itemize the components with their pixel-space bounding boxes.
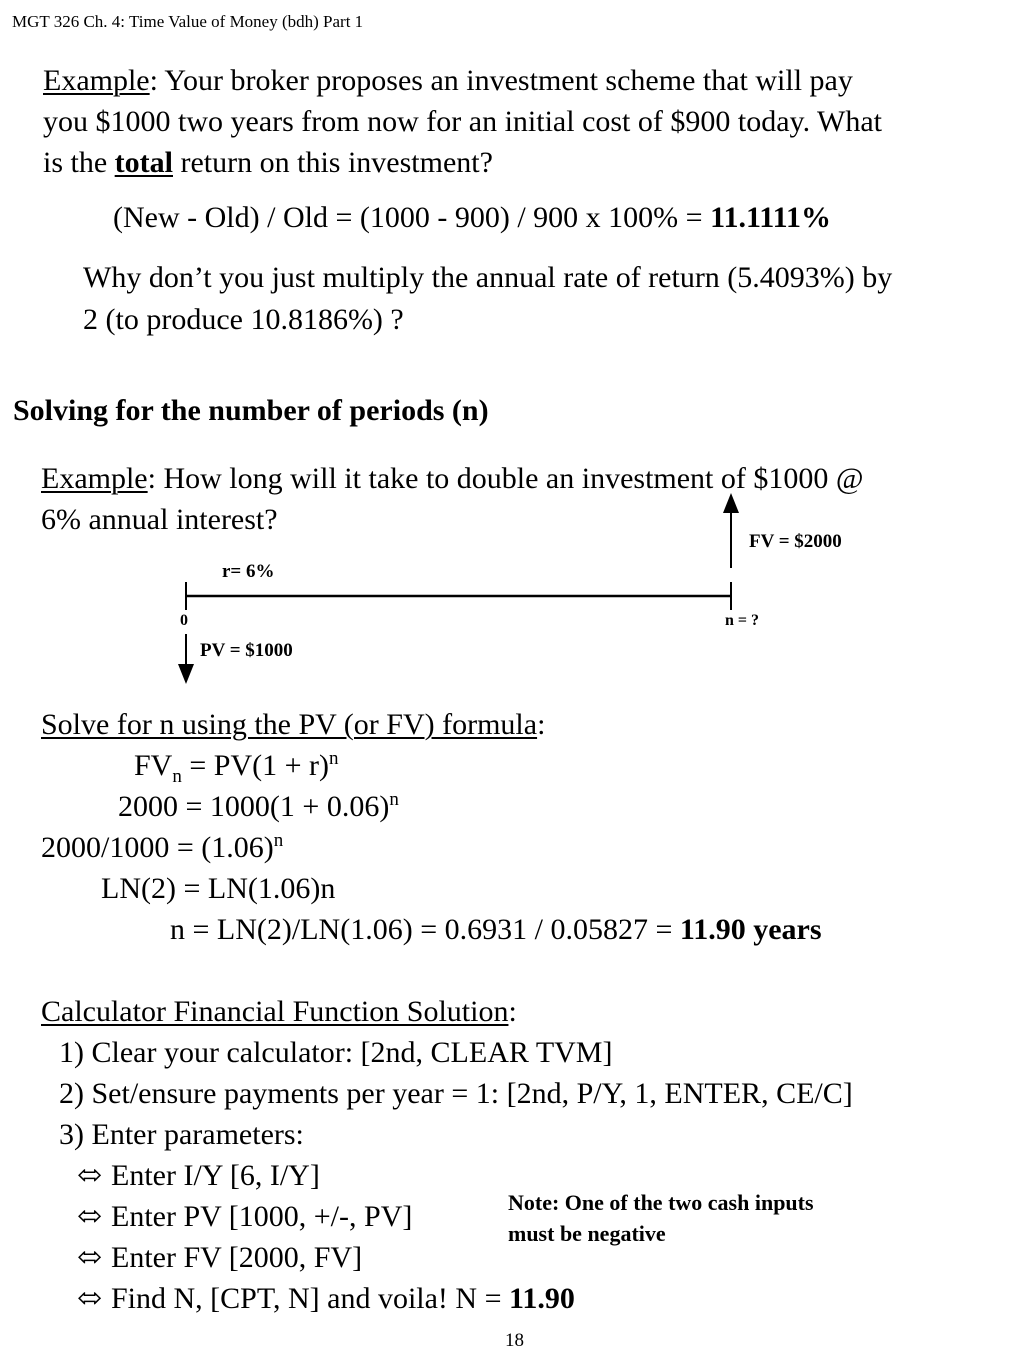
equation-5-text: n = LN(2)/LN(1.06) = 0.6931 / 0.05827 = [170,913,680,946]
equation-3-exponent: n [273,830,284,851]
question-line2: 2 (to produce 10.8186%) ? [83,303,404,336]
equation-2 [118,786,399,827]
double-arrow-icon: ⬄ [77,1282,103,1315]
double-arrow-icon: ⬄ [77,1159,103,1192]
page-number: 18 [505,1330,524,1351]
example1-label: Example [43,64,150,97]
return-formula-text: (New - Old) / Old = (1000 - 900) / 900 x 100% = [113,201,711,234]
example2-line1-text: : How long will it take to double an investment of $1000 @ [147,462,864,495]
equation-4: LN(2) = LN(1.06)n [101,872,336,905]
equation-2-exponent: n [389,789,399,810]
calculator-heading-text: Calculator Financial Function Solution [41,995,509,1028]
calc-step-2: 2) Set/ensure payments per year = 1: [2nd, P/Y, 1, ENTER, CE/C] [59,1077,853,1110]
calc-step-3: 3) Enter parameters: [59,1118,304,1151]
pv-label: PV = $1000 [200,640,293,661]
solve-heading [41,704,545,745]
double-arrow-icon: ⬄ [77,1241,103,1274]
equation-1-subscript: n [172,766,182,787]
timeline-end-label: n = ? [725,612,760,629]
calc-substep-pv [77,1196,412,1237]
example2-line2: 6% annual interest? [41,503,278,536]
equation-5-result: 11.90 years [679,913,822,946]
example1-line3-pre: is the [43,146,115,179]
calc-step-1: 1) Clear your calculator: [2nd, CLEAR TVM] [59,1036,613,1069]
calc-substep-fv [77,1237,362,1278]
calc-substep-iy [77,1155,320,1196]
page-header: MGT 326 Ch. 4: Time Value of Money (bdh) Part 1 [12,12,364,31]
example1-line2: you $1000 two years from now for an initial cost of $900 today. What [43,105,883,138]
equation-3-text: 2000/1000 = (1.06) [41,831,274,864]
equation-3 [41,827,283,868]
calc-substep-find-n [77,1278,575,1319]
return-formula-result: 11.1111% [710,201,831,234]
solve-heading-text: Solve for n using the PV (or FV) formula [41,708,538,741]
calc-substep-pv-text: Enter PV [1000, +/-, PV] [111,1200,413,1233]
equation-1 [134,745,339,786]
equation-2-text: 2000 = 1000(1 + 0.06) [118,790,390,823]
equation-1-exponent: n [329,748,339,769]
calc-substep-find-n-text: Find N, [CPT, N] and voila! N = [111,1282,509,1315]
calc-substep-fv-text: Enter FV [2000, FV] [111,1241,363,1274]
note-line-1: Note: One of the two cash inputs [508,1190,814,1215]
section-heading: Solving for the number of periods (n) [13,394,489,427]
example1-total-emphasis: total [114,146,173,179]
example1-line3-post: return on this investment? [173,146,493,179]
calculator-heading-colon: : [508,995,517,1028]
calculator-heading [41,991,517,1032]
equation-1-rest: = PV(1 + r) [181,749,330,782]
calc-result-n: 11.90 [509,1282,575,1315]
equation-5 [170,909,822,950]
note-line-2: must be negative [508,1221,666,1246]
note-box [508,1187,814,1249]
fv-label: FV = $2000 [749,531,842,552]
example2-label: Example [41,462,148,495]
equation-1-fv: FV [134,749,173,782]
question-line1: Why don’t you just multiply the annual rate of return (5.4093%) by [83,261,893,294]
solve-heading-colon: : [537,708,546,741]
example1-line1-text: : Your broker proposes an investment scheme that will pay [149,64,853,97]
timeline-start-label: 0 [180,612,188,629]
double-arrow-icon: ⬄ [77,1200,103,1233]
calc-substep-iy-text: Enter I/Y [6, I/Y] [111,1159,320,1192]
rate-label: r= 6% [222,561,275,582]
